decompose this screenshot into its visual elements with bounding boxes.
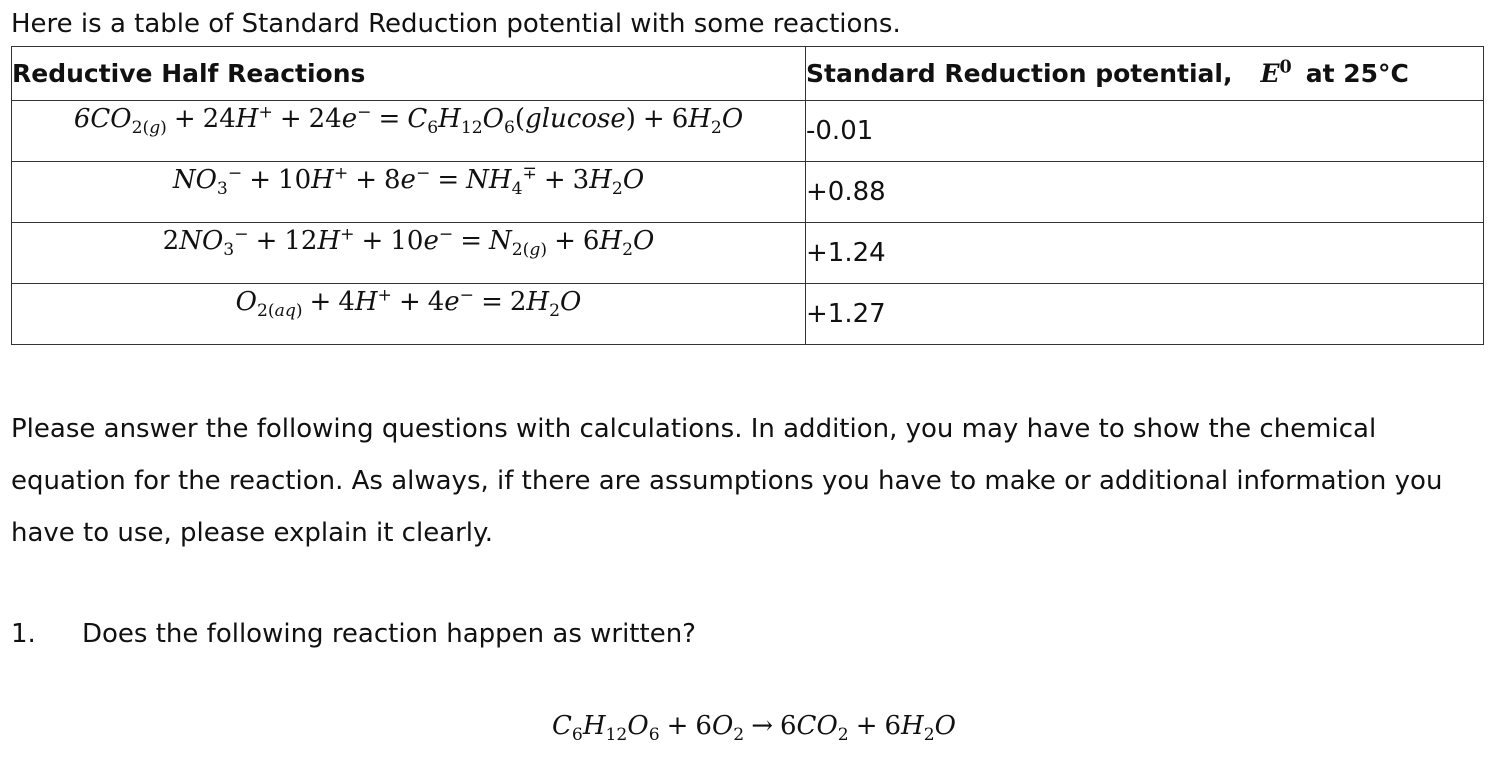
reduction-potential-table bbox=[11, 46, 1484, 345]
question-equation: $C_6H_{12}O_6 + 6O_2 \to 6CO_2 + 6H_2O$ bbox=[552, 711, 956, 746]
question-number: 1. bbox=[11, 619, 36, 649]
header-temperature: at 25°C bbox=[1305, 59, 1409, 88]
header-potential bbox=[806, 47, 1484, 101]
reaction-potential: +0.88 bbox=[806, 162, 1484, 223]
instructions-paragraph: Please answer the following questions with calculations. In addition, you may have to show the chemical equation for the reaction. As always, if there are assumptions you have to make or additional information you have to use, please explain it clearly. bbox=[11, 414, 1443, 548]
reaction-potential: -0.01 bbox=[806, 101, 1484, 162]
reaction-formula: $2NO_3^- + 12H^+ + 10e^- = N_{2(g)} + 6H_2O$ bbox=[12, 223, 806, 284]
header-reactions: Reductive Half Reactions bbox=[12, 47, 806, 101]
reaction-formula: $6CO_{2(g)} + 24H^+ + 24e^- = C_6H_{12}O_6(glucose) + 6H_2O$ bbox=[12, 101, 806, 162]
reaction-potential: +1.24 bbox=[806, 223, 1484, 284]
reaction-formula: $O_{2(aq)} + 4H^+ + 4e^- = 2H_2O$ bbox=[12, 284, 806, 345]
intro-text: Here is a table of Standard Reduction potential with some reactions. bbox=[11, 9, 901, 39]
question-1 bbox=[11, 614, 696, 654]
table-header-row bbox=[12, 47, 1484, 101]
table-row bbox=[12, 284, 1484, 345]
question-text: Does the following reaction happen as written? bbox=[82, 619, 696, 649]
table-row bbox=[12, 101, 1484, 162]
header-e0-symbol: $E^0$ bbox=[1260, 57, 1292, 88]
reaction-formula: $NO_3^- + 10H^+ + 8e^- = NH_4^\mp + 3H_2O$ bbox=[12, 162, 806, 223]
header-potential-label: Standard Reduction potential, bbox=[806, 59, 1233, 88]
table-row bbox=[12, 162, 1484, 223]
table-row bbox=[12, 223, 1484, 284]
reaction-potential: +1.27 bbox=[806, 284, 1484, 345]
